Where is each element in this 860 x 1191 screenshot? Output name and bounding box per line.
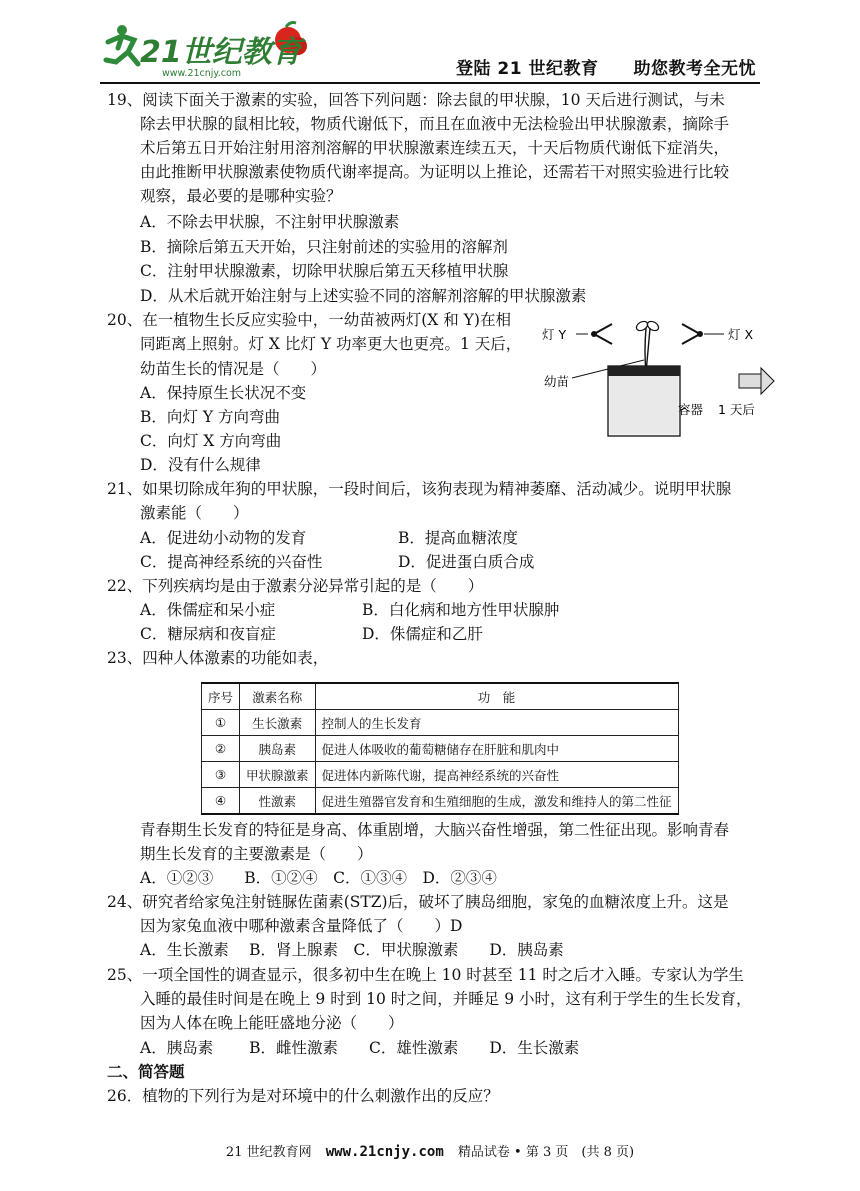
table-cell: 控制人的生长发育: [315, 710, 678, 736]
q24-line-2: 因为家兔血液中哪种激素含量降低了（ ）D: [140, 917, 463, 935]
table-cell: 促进体内新陈代谢，提高神经系统的兴奋性: [315, 762, 678, 788]
table-cell: 生长激素: [240, 710, 316, 736]
footer-site: 21 世纪教育网: [225, 1145, 312, 1160]
footer-url: www.21cnjy.com: [325, 1144, 444, 1160]
table-row: [202, 736, 679, 762]
lamp-y-label: 灯 Y: [542, 327, 567, 342]
q19-option-c: C．注射甲状腺激素，切除甲状腺后第五天移植甲状腺: [140, 262, 509, 280]
table-cell: 促进人体吸收的葡萄糖储存在肝脏和肌肉中: [315, 736, 678, 762]
table-cell: 性激素: [240, 788, 316, 815]
q23-line-2: 期生长发育的主要激素是（ ）: [140, 845, 373, 863]
q24-options: A．生长激素 B．肾上腺素 C．甲状腺激素 D．胰岛素: [140, 941, 564, 959]
q19-option-d: D．从术后就开始注射与上述实验不同的溶解剂溶解的甲状腺激素: [140, 287, 587, 305]
q19-line-1: 19、阅读下面关于激素的实验，回答下列问题：除去鼠的甲状腺，10 天后进行测试，与未: [107, 91, 725, 109]
q22-option-a: A．侏儒症和呆小症: [140, 601, 276, 619]
container-icon: [608, 366, 680, 436]
table-row: [202, 788, 679, 815]
runner-icon: [106, 25, 138, 64]
q23-line-1: 青春期生长发育的特征是身高、体重剧增，大脑兴奋性增强，第二性征出现。影响青春: [140, 821, 730, 839]
table-row: [202, 710, 679, 736]
header-slogan: 登陆 21 世纪教育 助您教考全无忧: [456, 59, 756, 79]
q22-option-b: B．白化病和地方性甲状腺肿: [362, 601, 560, 619]
arrow-right-icon: [739, 312, 776, 394]
q20-line-1: 20、在一植物生长反应实验中，一幼苗被两灯(X 和 Y)在相: [107, 311, 511, 329]
footer-page-info: 精品试卷 • 第 3 页 (共 8 页): [457, 1145, 635, 1160]
table-header-cell: 功 能: [315, 683, 678, 710]
q25-options: A．胰岛素 B．雌性激素 C．雄性激素 D．生长激素: [140, 1039, 580, 1057]
q21-option-c: C．提高神经系统的兴奋性: [140, 553, 323, 571]
q21-option-b: B．提高血糖浓度: [398, 529, 518, 547]
q23-options: A．①②③ B．①②④ C．①③④ D．②③④: [140, 869, 497, 887]
logo-url: www.21cnjy.com: [162, 68, 242, 79]
table-cell: 胰岛素: [240, 736, 316, 762]
q25-line-2: 入睡的最佳时间是在晚上 9 时到 10 时之间，并睡足 9 小时，这有利于学生的生长发育，: [140, 990, 752, 1008]
lamp-x-label: 灯 X: [728, 327, 754, 342]
header-divider: [100, 82, 760, 84]
q25-line-3: 因为人体在晚上能旺盛地分泌（ ）: [140, 1014, 404, 1032]
q19-line-2: 除去甲状腺的鼠相比较，物质代谢低下，而且在血液中无法检验出甲状腺激素，摘除手: [140, 115, 730, 133]
q20-option-b: B．向灯 Y 方向弯曲: [140, 408, 280, 426]
table-cell: ①: [202, 710, 240, 736]
q24-line-1: 24、研究者给家兔注射链脲佐菌素(STZ)后，破坏了胰岛细胞，家兔的血糖浓度上升。这是: [107, 893, 729, 911]
after-one-day-label: 1 天后: [718, 402, 755, 417]
table-cell: ③: [202, 762, 240, 788]
q19-option-a: A．不除去甲状腺，不注射甲状腺激素: [140, 213, 400, 231]
table-cell: 甲状腺激素: [240, 762, 316, 788]
q19-line-5: 观察，最必要的是哪种实验？: [140, 187, 342, 205]
table-row: [202, 762, 679, 788]
seedling-label: 幼苗: [544, 374, 570, 389]
table-cell: ④: [202, 788, 240, 815]
seedling-lamp-diagram: [536, 312, 776, 442]
section-title: 二、简答题: [107, 1062, 185, 1081]
q20-line-2: 同距离上照射。灯 X 比灯 Y 功率更大也更亮。1 天后，: [140, 335, 522, 353]
q25-line-1: 25、一项全国性的调查显示，很多初中生在晚上 10 时甚至 11 时之后才入睡。专家认为学生: [107, 966, 744, 984]
hormone-function-table: [201, 682, 679, 815]
q20-option-c: C．向灯 X 方向弯曲: [140, 432, 282, 450]
q19-line-3: 术后第五日开始注射用溶剂溶解的甲状腺激素连续五天，十天后物质代谢低下症消失，: [140, 139, 730, 157]
table-header-row: [202, 683, 679, 710]
lamp-y-icon: [591, 324, 612, 344]
q19-line-4: 由此推断甲状腺激素使物质代谢率提高。为证明以上推论，还需若干对照实验进行比较: [140, 163, 730, 181]
q21-line-1: 21、如果切除成年狗的甲状腺，一段时间后，该狗表现为精神萎靡、活动减少。说明甲状腺: [107, 480, 732, 498]
site-logo: [100, 18, 315, 80]
q21-option-a: A．促进幼小动物的发育: [140, 529, 307, 547]
table-header-cell: 序号: [202, 683, 240, 710]
q23-stem: 23、四种人体激素的功能如表，: [107, 649, 329, 667]
q22-option-c: C．糖尿病和夜盲症: [140, 625, 276, 643]
q19-option-b: B．摘除后第五天开始，只注射前述的实验用的溶解剂: [140, 238, 508, 256]
q22-stem: 22、下列疾病均是由于激素分泌异常引起的是（ ）: [107, 577, 484, 595]
q20-line-3: 幼苗生长的情况是（ ）: [140, 360, 327, 378]
q26-stem: 26．植物的下列行为是对环境中的什么刺激作出的反应？: [107, 1087, 499, 1105]
table-cell: ②: [202, 736, 240, 762]
table-cell: 促进生殖器官发育和生殖细胞的生成，激发和维持人的第二性征: [315, 788, 678, 815]
q22-option-d: D．侏儒症和乙肝: [362, 625, 483, 643]
q21-line-2: 激素能（ ）: [140, 504, 249, 522]
q20-option-d: D．没有什么规律: [140, 456, 261, 474]
page-footer: [0, 1141, 860, 1160]
q20-option-a: A．保持原生长状况不变: [140, 384, 307, 402]
q21-option-d: D．促进蛋白质合成: [398, 553, 535, 571]
lamp-x-icon: [682, 324, 703, 344]
logo-text: 21世纪教育: [140, 35, 302, 70]
table-header-cell: 激素名称: [240, 683, 316, 710]
container-label: 容器: [678, 402, 704, 417]
